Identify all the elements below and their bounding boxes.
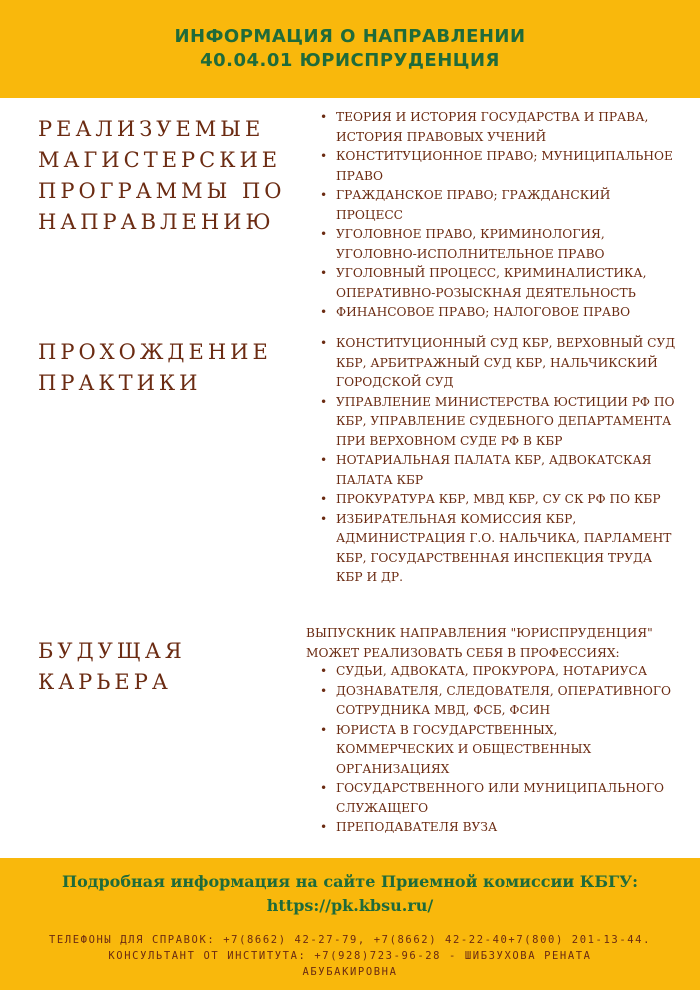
- list-item: • КОНСТИТУЦИОННОЕ ПРАВО; МУНИЦИПАЛЬНОЕ ПРАВО: [318, 147, 678, 186]
- career-heading-line: БУДУЩАЯ: [38, 639, 186, 663]
- site-link[interactable]: https://pk.kbsu.ru/: [266, 896, 434, 915]
- career-heading-line: КАРЬЕРА: [38, 670, 172, 694]
- career-heading: [38, 636, 308, 698]
- site-info-label: Подробная информация на сайте Приемной комиссии КБГУ:: [62, 872, 638, 891]
- practice-heading-line: ПРАКТИКИ: [38, 371, 202, 395]
- programs-heading-line: РЕАЛИЗУЕМЫЕ: [38, 117, 265, 141]
- career-list: [318, 662, 678, 838]
- practice-list: [318, 334, 678, 588]
- practice-heading: [38, 337, 308, 399]
- list-item: • КОНСТИТУЦИОННЫЙ СУД КБР, ВЕРХОВНЫЙ СУД КБР, АРБИТРАЖНЫЙ СУД КБР, НАЛЬЧИКСКИЙ ГОРОДСКОЙ СУД: [318, 334, 678, 393]
- programs-list: [318, 108, 678, 323]
- list-item: • ТЕОРИЯ И ИСТОРИЯ ГОСУДАРСТВА И ПРАВА, ИСТОРИЯ ПРАВОВЫХ УЧЕНИЙ: [318, 108, 678, 147]
- list-item: • ГРАЖДАНСКОЕ ПРАВО; ГРАЖДАНСКИЙ ПРОЦЕСС: [318, 186, 678, 225]
- programs-heading-line: МАГИСТЕРСКИЕ: [38, 148, 282, 172]
- career-intro: ВЫПУСКНИК НАПРАВЛЕНИЯ "ЮРИСПРУДЕНЦИЯ" МОЖЕТ РЕАЛИЗОВАТЬ СЕБЯ В ПРОФЕССИЯХ:: [306, 626, 653, 660]
- header-title-line-2: 40.04.01 ЮРИСПРУДЕНЦИЯ: [200, 50, 500, 71]
- list-item: • УПРАВЛЕНИЕ МИНИСТЕРСТВА ЮСТИЦИИ РФ ПО КБР, УПРАВЛЕНИЕ СУДЕБНОГО ДЕПАРТАМЕНТА ПРИ ВЕРХОВНОМ СУДЕ РФ В КБР: [318, 393, 678, 452]
- list-item: • СУДЬИ, АДВОКАТА, ПРОКУРОРА, НОТАРИУСА: [318, 662, 678, 682]
- programs-heading-line: ПРОГРАММЫ ПО: [38, 179, 286, 203]
- contacts-text: [20, 932, 680, 980]
- programs-heading-line: НАПРАВЛЕНИЮ: [38, 210, 275, 234]
- list-item: • ПРЕПОДАВАТЕЛЯ ВУЗА: [318, 818, 678, 838]
- list-item: • ДОЗНАВАТЕЛЯ, СЛЕДОВАТЕЛЯ, ОПЕРАТИВНОГО СОТРУДНИКА МВД, ФСБ, ФСИН: [318, 682, 678, 721]
- contacts-line: ТЕЛЕФОНЫ ДЛЯ СПРАВОК: +7(8662) 42-27-79, +7(8662) 42-22-40+7(800) 201-13-44.: [48, 934, 652, 946]
- contacts-line: АБУБАКИРОВНА: [302, 966, 398, 978]
- header-title-line-1: ИНФОРМАЦИЯ О НАПРАВЛЕНИИ: [174, 26, 526, 47]
- practice-heading-line: ПРОХОЖДЕНИЕ: [38, 340, 272, 364]
- footer-banner: [0, 858, 700, 990]
- list-item: • УГОЛОВНЫЙ ПРОЦЕСС, КРИМИНАЛИСТИКА, ОПЕРАТИВНО-РОЗЫСКНАЯ ДЕЯТЕЛЬНОСТЬ: [318, 264, 678, 303]
- list-item: • ГОСУДАРСТВЕННОГО ИЛИ МУНИЦИПАЛЬНОГО СЛУЖАЩЕГО: [318, 779, 678, 818]
- list-item: • ЮРИСТА В ГОСУДАРСТВЕННЫХ, КОММЕРЧЕСКИХ И ОБЩЕСТВЕННЫХ ОРГАНИЗАЦИЯХ: [318, 721, 678, 780]
- list-item: • ИЗБИРАТЕЛЬНАЯ КОМИССИЯ КБР, АДМИНИСТРАЦИЯ Г.О. НАЛЬЧИКА, ПАРЛАМЕНТ КБР, ГОСУДАРСТВЕННАЯ ИНСПЕКЦИЯ ТРУДА КБР И ДР.: [318, 510, 678, 588]
- list-item: • НОТАРИАЛЬНАЯ ПАЛАТА КБР, АДВОКАТСКАЯ ПАЛАТА КБР: [318, 451, 678, 490]
- header-banner: [0, 0, 700, 98]
- list-item: • УГОЛОВНОЕ ПРАВО, КРИМИНОЛОГИЯ, УГОЛОВНО-ИСПОЛНИТЕЛЬНОЕ ПРАВО: [318, 225, 678, 264]
- programs-heading: [38, 114, 308, 238]
- list-item: • ПРОКУРАТУРА КБР, МВД КБР, СУ СК РФ ПО КБР: [318, 490, 678, 510]
- list-item: • ФИНАНСОВОЕ ПРАВО; НАЛОГОВОЕ ПРАВО: [318, 303, 678, 323]
- contacts-line: КОНСУЛЬТАНТ ОТ ИНСТИТУТА: +7(928)723-96-28 - ШИБЗУХОВА РЕНАТА: [108, 950, 592, 962]
